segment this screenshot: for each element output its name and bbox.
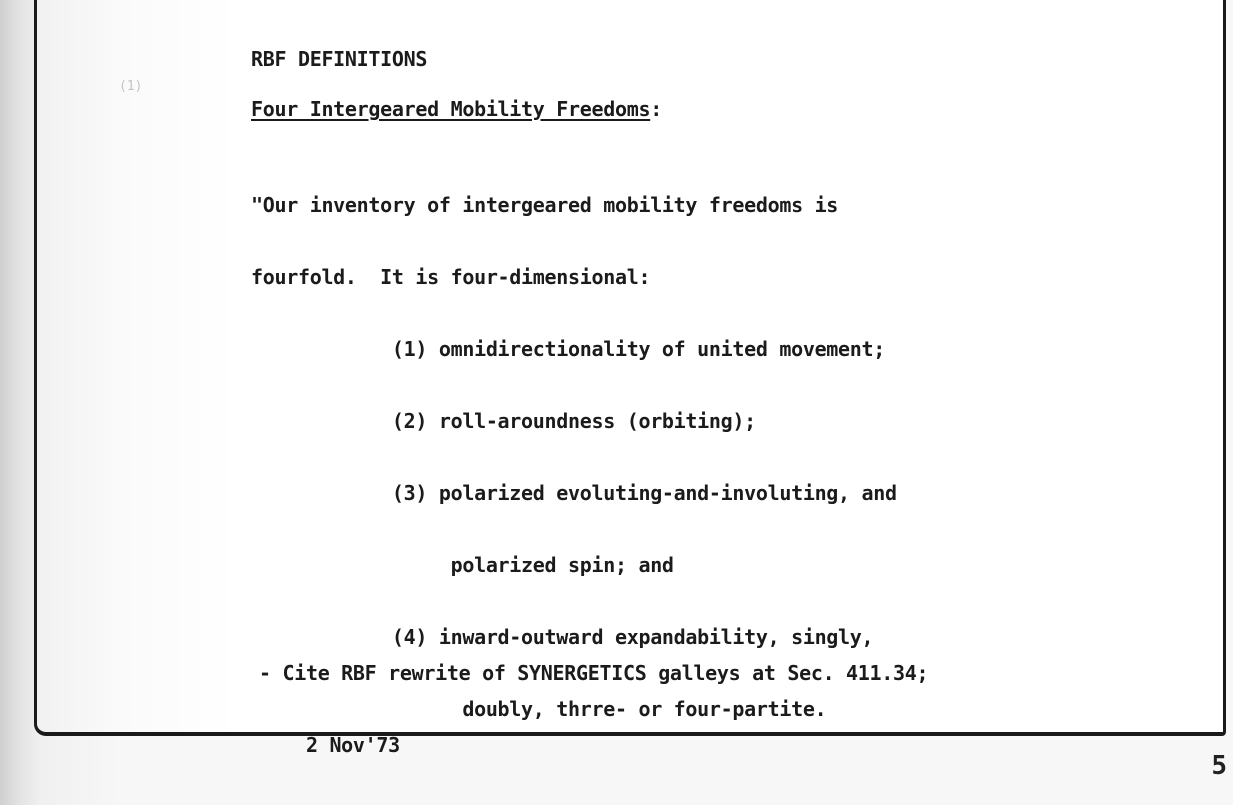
quote-line: (2) roll-aroundness (orbiting); bbox=[251, 409, 756, 433]
citation-line: 2 Nov'73 bbox=[259, 733, 400, 757]
card-heading: RBF DEFINITIONS bbox=[251, 47, 428, 71]
quote-line: polarized spin; and bbox=[251, 553, 674, 577]
card-subheading bbox=[251, 97, 662, 121]
citation bbox=[259, 613, 928, 805]
subheading-text: Four Intergeared Mobility Freedoms bbox=[251, 97, 651, 121]
quote-line: fourfold. It is four-dimensional: bbox=[251, 265, 651, 289]
page-number: 5 bbox=[1211, 751, 1227, 781]
quote-line: (1) omnidirectionality of united movement; bbox=[251, 337, 886, 361]
margin-mark: (1) bbox=[119, 79, 143, 94]
subheading-colon: : bbox=[650, 97, 662, 121]
quote-line: doubly, thrre- or four-partite. bbox=[251, 697, 827, 721]
citation-line: - Cite RBF rewrite of SYNERGETICS galleys at Sec. 411.34; bbox=[259, 661, 929, 685]
quote-line: (4) inward-outward expandability, singly, bbox=[251, 625, 874, 649]
quote-line: "Our inventory of intergeared mobility freedoms is bbox=[251, 193, 839, 217]
definition-card bbox=[34, 0, 1226, 757]
quote-line: (3) polarized evoluting-and-involuting, and bbox=[251, 481, 897, 505]
